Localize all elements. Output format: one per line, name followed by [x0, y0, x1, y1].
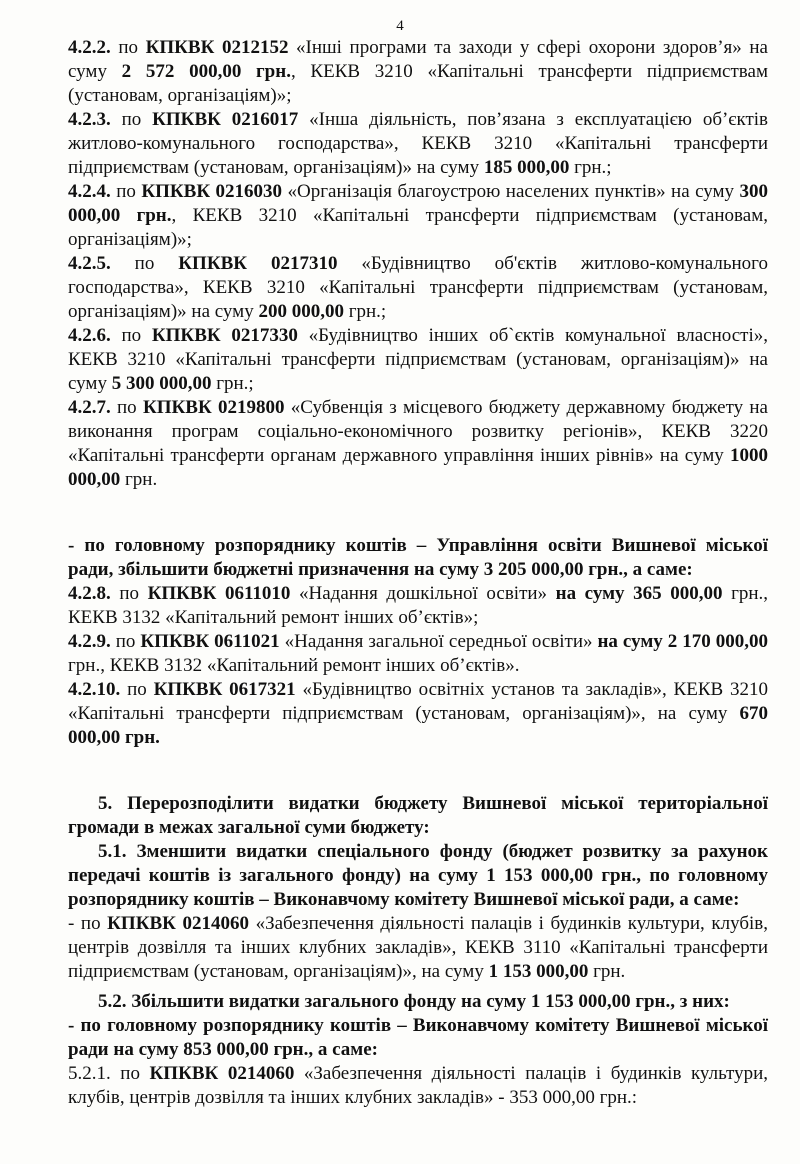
section-5-2-sub: - по головному розпоряднику коштів – Виконавчому комітету Вишневої міської ради на суму 853 000,00 грн., а саме:	[68, 1015, 768, 1060]
item-4-2-10: 4.2.10. по КПКВК 0617321 «Будівництво освітніх установ та закладів», КЕКВ 3210 «Капітальні трансферти підприємствам (установам, організаціям)», на суму 670 000,00 грн.	[68, 679, 768, 748]
document-body	[68, 36, 768, 1110]
item-4-2-8: 4.2.8. по КПКВК 0611010 «Надання дошкільної освіти» на суму 365 000,00 грн., КЕКВ 3132 «Капітальний ремонт інших об’єктів»;	[68, 583, 769, 628]
page-number: 4	[396, 18, 404, 34]
item-5-2-1: 5.2.1. по КПКВК 0214060 «Забезпечення діяльності палаців і будинків культури, клубів, центрів дозвілля та інших клубних закладів» - 353 000,00 грн.:	[68, 1063, 768, 1108]
section-5-title: 5. Перерозподілити видатки бюджету Вишневої міської територіальної громади в межах загальної суми бюджету:	[68, 793, 768, 838]
item-4-2-2: 4.2.2. по КПКВК 0212152 «Інші програми та заходи у сфері охорони здоров’я» на суму 2 572 000,00 грн., КЕКВ 3210 «Капітальні трансферти підприємствам (установам, організаціям)»;	[68, 37, 768, 106]
section-5-2-text: 5.2. Збільшити видатки загального фонду на суму 1 153 000,00 грн., з них:	[98, 991, 730, 1012]
item-4-2-5: 4.2.5. по КПКВК 0217310 «Будівництво об'єктів житлово-комунального господарства», КЕКВ 3210 «Капітальні трансферти підприємствам (установам, організаціям)» на суму 200 000,00 грн.;	[68, 253, 768, 322]
item-4-2-9: 4.2.9. по КПКВК 0611021 «Надання загальної середньої освіти» на суму 2 170 000,00 грн., КЕКВ 3132 «Капітальний ремонт інших об’єктів».	[68, 631, 768, 676]
item-4-2-4: 4.2.4. по КПКВК 0216030 «Організація благоустрою населених пунктів» на суму 300 000,00 грн., КЕКВ 3210 «Капітальні трансферти підприємствам (установам, організаціям)»;	[68, 181, 768, 250]
section-5-1-item: - по КПКВК 0214060 «Забезпечення діяльності палаців і будинків культури, клубів, центрів дозвілля та інших клубних закладів», КЕКВ 3110 «Капітальні трансферти підприємствам (установам, організаціям)», на суму 1 153 000,00 грн.	[68, 913, 768, 982]
section-5-1-text: 5.1. Зменшити видатки спеціального фонду (бюджет розвитку за рахунок передачі коштів із загального фонду) на суму 1 153 000,00 грн., по головному розпоряднику коштів – Виконавчому комітету Вишневої міської ради, а саме:	[68, 841, 768, 910]
education-header: - по головному розпоряднику коштів – Управління освіти Вишневої міської ради, збільшити бюджетні призначення на суму 3 205 000,00 грн., а саме:	[68, 535, 768, 580]
item-4-2-6: 4.2.6. по КПКВК 0217330 «Будівництво інших об`єктів комунальної власності», КЕКВ 3210 «Капітальні трансферти підприємствам (установам, організаціям)» на суму 5 300 000,00 грн.;	[68, 325, 769, 394]
item-4-2-7: 4.2.7. по КПКВК 0219800 «Субвенція з місцевого бюджету державному бюджету на виконання програм соціально-економічного розвитку регіонів», КЕКВ 3220 «Капітальні трансферти органам державного управління інших рівнів» на суму 1000 000,00 грн.	[68, 397, 768, 490]
item-4-2-3: 4.2.3. по КПКВК 0216017 «Інша діяльність, пов’язана з експлуатацією об’єктів житлово-комунального господарства», КЕКВ 3210 «Капітальні трансферти підприємствам (установам, організаціям)» на суму 185 000,00 грн.;	[68, 109, 768, 178]
